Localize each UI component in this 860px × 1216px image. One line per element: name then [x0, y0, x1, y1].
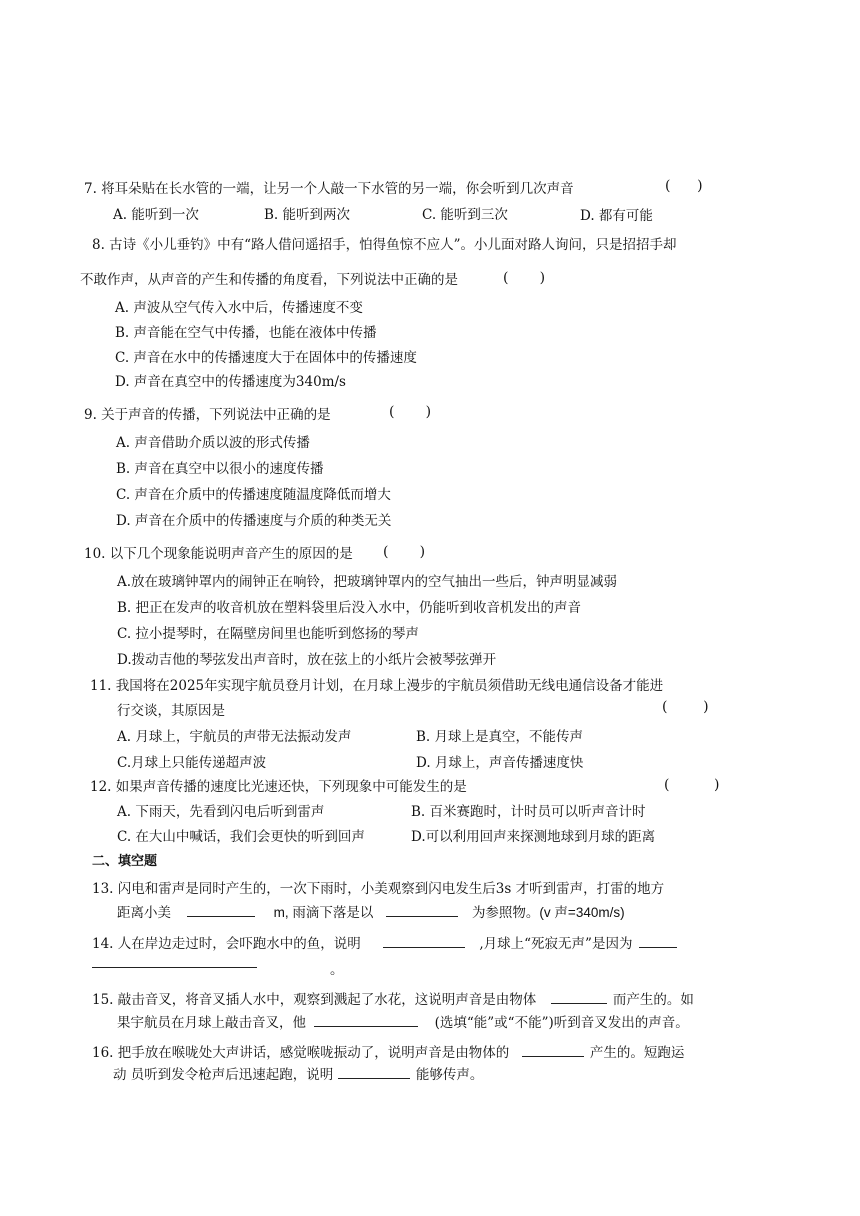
q7-option-c: C. 能听到三次 [422, 207, 508, 223]
q14-text-a: 14. 人在岸边走过时，会吓跑水中的鱼，说明 [92, 936, 361, 952]
q10-option-a: A.放在玻璃钟罩内的闹钟正在响铃，把玻璃钟罩内的空气抽出一些后，钟声明显减弱 [117, 574, 618, 590]
q12-option-a: A. 下雨天，先看到闪电后听到雷声 [117, 804, 325, 820]
q7-stem: 7. 将耳朵贴在长水管的一端，让另一个人敲一下水管的另一端，你会听到几次声音 [84, 181, 574, 197]
q12-option-b: B. 百米赛跑时，计时员可以听声音计时 [411, 804, 646, 820]
q15-text-d: (选填“能”或“不能”)听到音叉发出的声音。 [434, 1015, 689, 1031]
q14-text-b: ,月球上“死寂无声”是因为 [479, 936, 633, 952]
q14-line-1 [92, 934, 681, 953]
q13-blank-distance[interactable] [187, 903, 255, 917]
q16-blank-1[interactable] [522, 1043, 584, 1057]
q8-answer-paren[interactable]: ( ) [503, 270, 546, 286]
q16-blank-2[interactable] [338, 1065, 410, 1079]
q16-line-2 [113, 1065, 483, 1084]
q15-blank-1[interactable] [551, 990, 607, 1004]
q11-option-a: A. 月球上，宇航员的声带无法振动发声 [117, 729, 352, 745]
q15-text-a: 15. 敲击音叉，将音叉插人水中，观察到溅起了水花，这说明声音是由物体 [92, 992, 537, 1008]
q8-option-c: C. 声音在水中的传播速度大于在固体中的传播速度 [115, 350, 417, 366]
q9-stem: 9. 关于声音的传播，下列说法中正确的是 [84, 407, 331, 423]
q16-text-a: 16. 把手放在喉咙处大声讲话，感觉喉咙振动了，说明声音是由物体的 [92, 1045, 510, 1061]
q14-blank-2-continued[interactable] [92, 967, 257, 968]
q13-text-c: 为参照物。(v 声=340m/s) [471, 905, 625, 920]
q7-option-b: B. 能听到两次 [264, 207, 351, 223]
q11-option-d: D. 月球上，声音传播速度快 [416, 755, 584, 771]
q9-answer-paren[interactable]: ( ) [389, 404, 432, 420]
q11-stem-line-1: 11. 我国将在2025年实现宇航员登月计划，在月球上漫步的宇航员须借助无线电通信设备才能进 [90, 678, 664, 694]
q8-stem-line-2: 不敢作声，从声音的产生和传播的角度看，下列说法中正确的是 [80, 272, 458, 288]
q8-option-a: A. 声波从空气传入水中后，传播速度不变 [115, 300, 363, 316]
q16-text-c: 动 员听到发令枪声后迅速起跑，说明 [113, 1067, 334, 1083]
q16-text-b: 产生的。短跑运 [589, 1045, 685, 1061]
q13-line-2 [117, 903, 625, 922]
q10-option-c: C. 拉小提琴时，在隔壁房间里也能听到悠扬的琴声 [117, 626, 419, 642]
q7-answer-paren[interactable]: ( ) [665, 178, 703, 194]
q9-option-b: B. 声音在真空中以很小的速度传播 [116, 461, 324, 477]
q10-option-d: D.拨动吉他的琴弦发出声音时，放在弦上的小纸片会被琴弦弹开 [117, 652, 497, 668]
q9-option-c: C. 声音在介质中的传播速度随温度降低而增大 [116, 487, 391, 503]
q16-text-d: 能够传声。 [415, 1067, 484, 1083]
q11-option-b: B. 月球上是真空，不能传声 [416, 729, 584, 745]
q11-answer-paren[interactable]: ( ) [662, 699, 709, 715]
q10-option-b: B. 把正在发声的收音机放在塑料袋里后没入水中，仍能听到收音机发出的声音 [117, 600, 582, 616]
q7-option-d: D. 都有可能 [580, 208, 653, 224]
q11-option-c: C.月球上只能传递超声波 [117, 755, 267, 771]
q15-line-1 [92, 990, 694, 1009]
q8-option-d: D. 声音在真空中的传播速度为340m/s [115, 374, 346, 390]
q15-text-c: 果宇航员在月球上敲击音叉，他 [117, 1015, 306, 1031]
q13-blank-reference[interactable] [386, 903, 458, 917]
q15-text-b: 而产生的。如 [612, 992, 694, 1008]
q13-line-1: 13. 闪电和雷声是同时产生的，一次下雨时，小美观察到闪电发生后3s 才听到雷声，打雷的地方 [92, 881, 665, 897]
q13-text-a: 距离小美 [117, 905, 171, 921]
q12-stem: 12. 如果声音传播的速度比光速还快，下列现象中可能发生的是 [90, 779, 467, 795]
q7-option-a: A. 能听到一次 [113, 207, 199, 223]
q9-option-d: D. 声音在介质中的传播速度与介质的种类无关 [116, 513, 392, 529]
q11-stem-line-2: 行交谈，其原因是 [117, 703, 225, 719]
q14-blank-2-start[interactable] [639, 934, 677, 948]
q16-line-1 [92, 1043, 684, 1062]
q10-stem: 10. 以下几个现象能说明声音产生的原因的是 [84, 546, 353, 562]
q14-blank-1[interactable] [383, 934, 465, 948]
section-title-fill-in: 二、填空题 [92, 854, 158, 869]
q10-answer-paren[interactable]: ( ) [383, 544, 426, 560]
q15-blank-2[interactable] [314, 1013, 418, 1027]
q9-option-a: A. 声音借助介质以波的形式传播 [116, 435, 310, 451]
q8-option-b: B. 声音能在空气中传播，也能在液体中传播 [115, 325, 377, 341]
q15-line-2 [117, 1013, 689, 1032]
q13-text-b: m, 雨滴下落是以 [273, 905, 374, 920]
q14-line-2-end: 。 [330, 962, 344, 978]
q12-option-d: D.可以利用回声来探测地球到月球的距离 [411, 829, 656, 845]
q12-option-c: C. 在大山中喊话，我们会更快的听到回声 [117, 829, 365, 845]
q12-answer-paren[interactable]: ( ) [664, 777, 720, 793]
q8-stem-line-1: 8. 古诗《小儿垂钓》中有“路人借问遥招手，怕得鱼惊不应人”。小儿面对路人询问，只是招招手却 [92, 237, 677, 253]
